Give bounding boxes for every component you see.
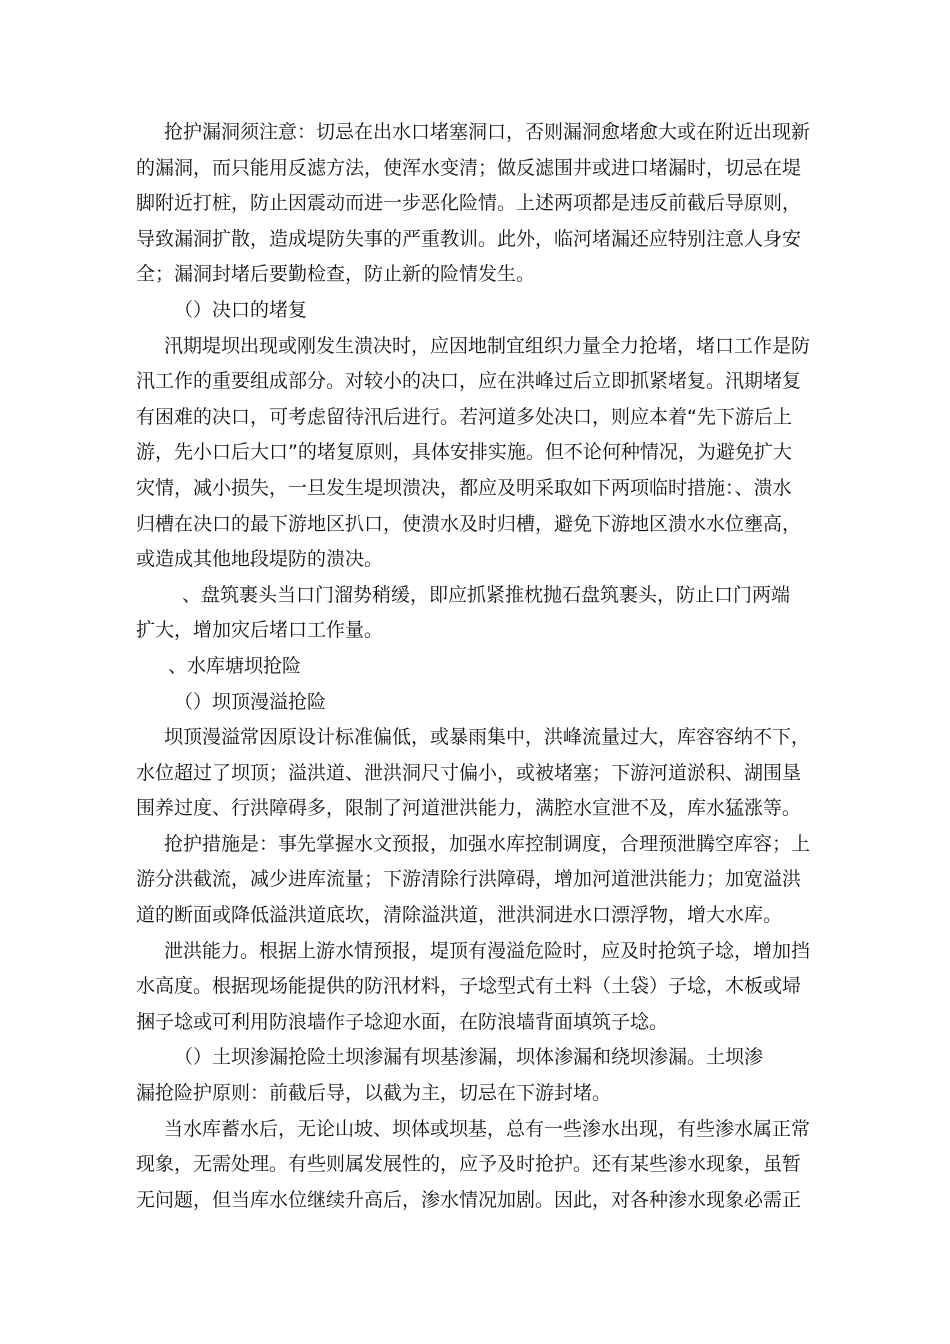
text-line: （）决口的堵复 (174, 298, 308, 321)
text-line: 抢护漏洞须注意：切忌在出水口堵塞洞口，否则漏洞愈堵愈大或在附近出现新 (164, 121, 811, 143)
paragraph (136, 827, 816, 934)
text-line: 、水库塘坝抢险 (168, 654, 302, 677)
text-line: 水高度。根据现场能提供的防汛材料，子埝型式有土料（土袋）子埝，木板或埽 (136, 975, 802, 998)
text-line: 围养过度、行洪障碍多，限制了河道泄洪能力，满腔水宣泄不及，库水猛涨等。 (136, 797, 802, 820)
section-heading (136, 649, 816, 685)
text-line: 全；漏洞封堵后要勤检查，防止新的险情发生。 (136, 263, 536, 286)
text-line: 水位超过了坝顶；溢洪道、泄洪洞尺寸偏小，或被堵塞；下游河道淤积、湖围垦 (136, 761, 802, 784)
paragraph (136, 329, 816, 578)
paragraph (136, 115, 816, 293)
text-line: 或造成其他地段堤防的溃决。 (136, 548, 384, 571)
text-line: 捆子埝或可利用防浪墙作子埝迎水面，在防浪墙背面填筑子埝。 (136, 1010, 669, 1033)
section-heading (136, 293, 816, 329)
text-line: 扩大，增加灾后堵口工作量。 (136, 619, 384, 642)
paragraph (136, 720, 816, 827)
text-line: 现象，无需处理。有些则属发展性的，应予及时抢护。还有某些渗水现象，虽暂 (136, 1153, 802, 1176)
text-line: 游，先小口后大口”的堵复原则，具体安排实施。但不论何种情况，为避免扩大 (136, 441, 792, 464)
text-line: 汛工作的重要组成部分。对较小的决口，应在洪峰过后立即抓紧堵复。汛期堵复 (136, 370, 802, 393)
text-line: 泄洪能力。根据上游水情预报，堤顶有漫溢危险时，应及时抢筑子埝，增加挡 (164, 939, 811, 962)
paragraph (136, 1040, 816, 1076)
text-line: 脚附近打桩，防止因震动而进一步恶化险情。上述两项都是违反前截后导原则， (136, 192, 802, 215)
text-line: 抢护措施是：事先掌握水文预报，加强水库控制调度，合理预泄腾空库容；上 (164, 832, 811, 855)
text-line: 道的断面或降低溢洪道底坎，清除溢洪道，泄洪洞进水口漂浮物，增大水库。 (136, 904, 783, 927)
paragraph (136, 934, 816, 1041)
text-line: 坝顶漫溢常因原设计标准偏低，或暴雨集中，洪峰流量过大，库容容纳不下， (164, 726, 811, 749)
text-line: 的漏洞，而只能用反滤方法，使浑水变清；做反滤围井或进口堵漏时，切忌在堤 (136, 156, 802, 179)
paragraph (136, 578, 816, 649)
text-line: 当水库蓄水后，无论山坡、坝体或坝基，总有一些渗水出现，有些渗水属正常 (164, 1117, 811, 1140)
text-line: 有困难的决口，可考虑留待汛后进行。若河道多处决口，则应本着“先下游后上 (136, 405, 792, 428)
text-line: 灾情，减小损失，一旦发生堤坝溃决，都应及明采取如下两项临时措施：、溃水 (136, 476, 792, 499)
text-line: 无问题，但当库水位继续升高后，渗水情况加剧。因此，对各种渗水现象必需正 (136, 1188, 802, 1211)
text-line: 游分洪截流，减少进库流量；下游清除行洪障碍，增加河道泄洪能力；加宽溢洪 (136, 868, 802, 891)
text-line: 导致漏洞扩散，造成堤防失事的严重教训。此外，临河堵漏还应特别注意人身安 (136, 227, 802, 250)
text-line: 、盘筑裹头当口门溜势稍缓，即应抓紧推枕抛石盘筑裹头，防止口门两端 (182, 583, 791, 606)
text-line: 汛期堤坝出现或刚发生溃决时，应因地制宜组织力量全力抢堵，堵口工作是防 (164, 334, 811, 357)
text-line: （）坝顶漫溢抢险 (174, 690, 327, 713)
text-line: 漏抢险护原则：前截后导，以截为主，切忌在下游封堵。 (136, 1082, 612, 1105)
paragraph (136, 1112, 816, 1219)
paragraph (136, 1076, 816, 1112)
document-body (136, 115, 816, 1218)
text-line: 归槽在决口的最下游地区扒口，使溃水及时归槽，避免下游地区溃水水位壅高， (136, 512, 802, 535)
section-heading (136, 685, 816, 721)
text-line: （）土坝渗漏抢险土坝渗漏有坝基渗漏，坝体渗漏和绕坝渗漏。土坝渗 (174, 1046, 764, 1069)
